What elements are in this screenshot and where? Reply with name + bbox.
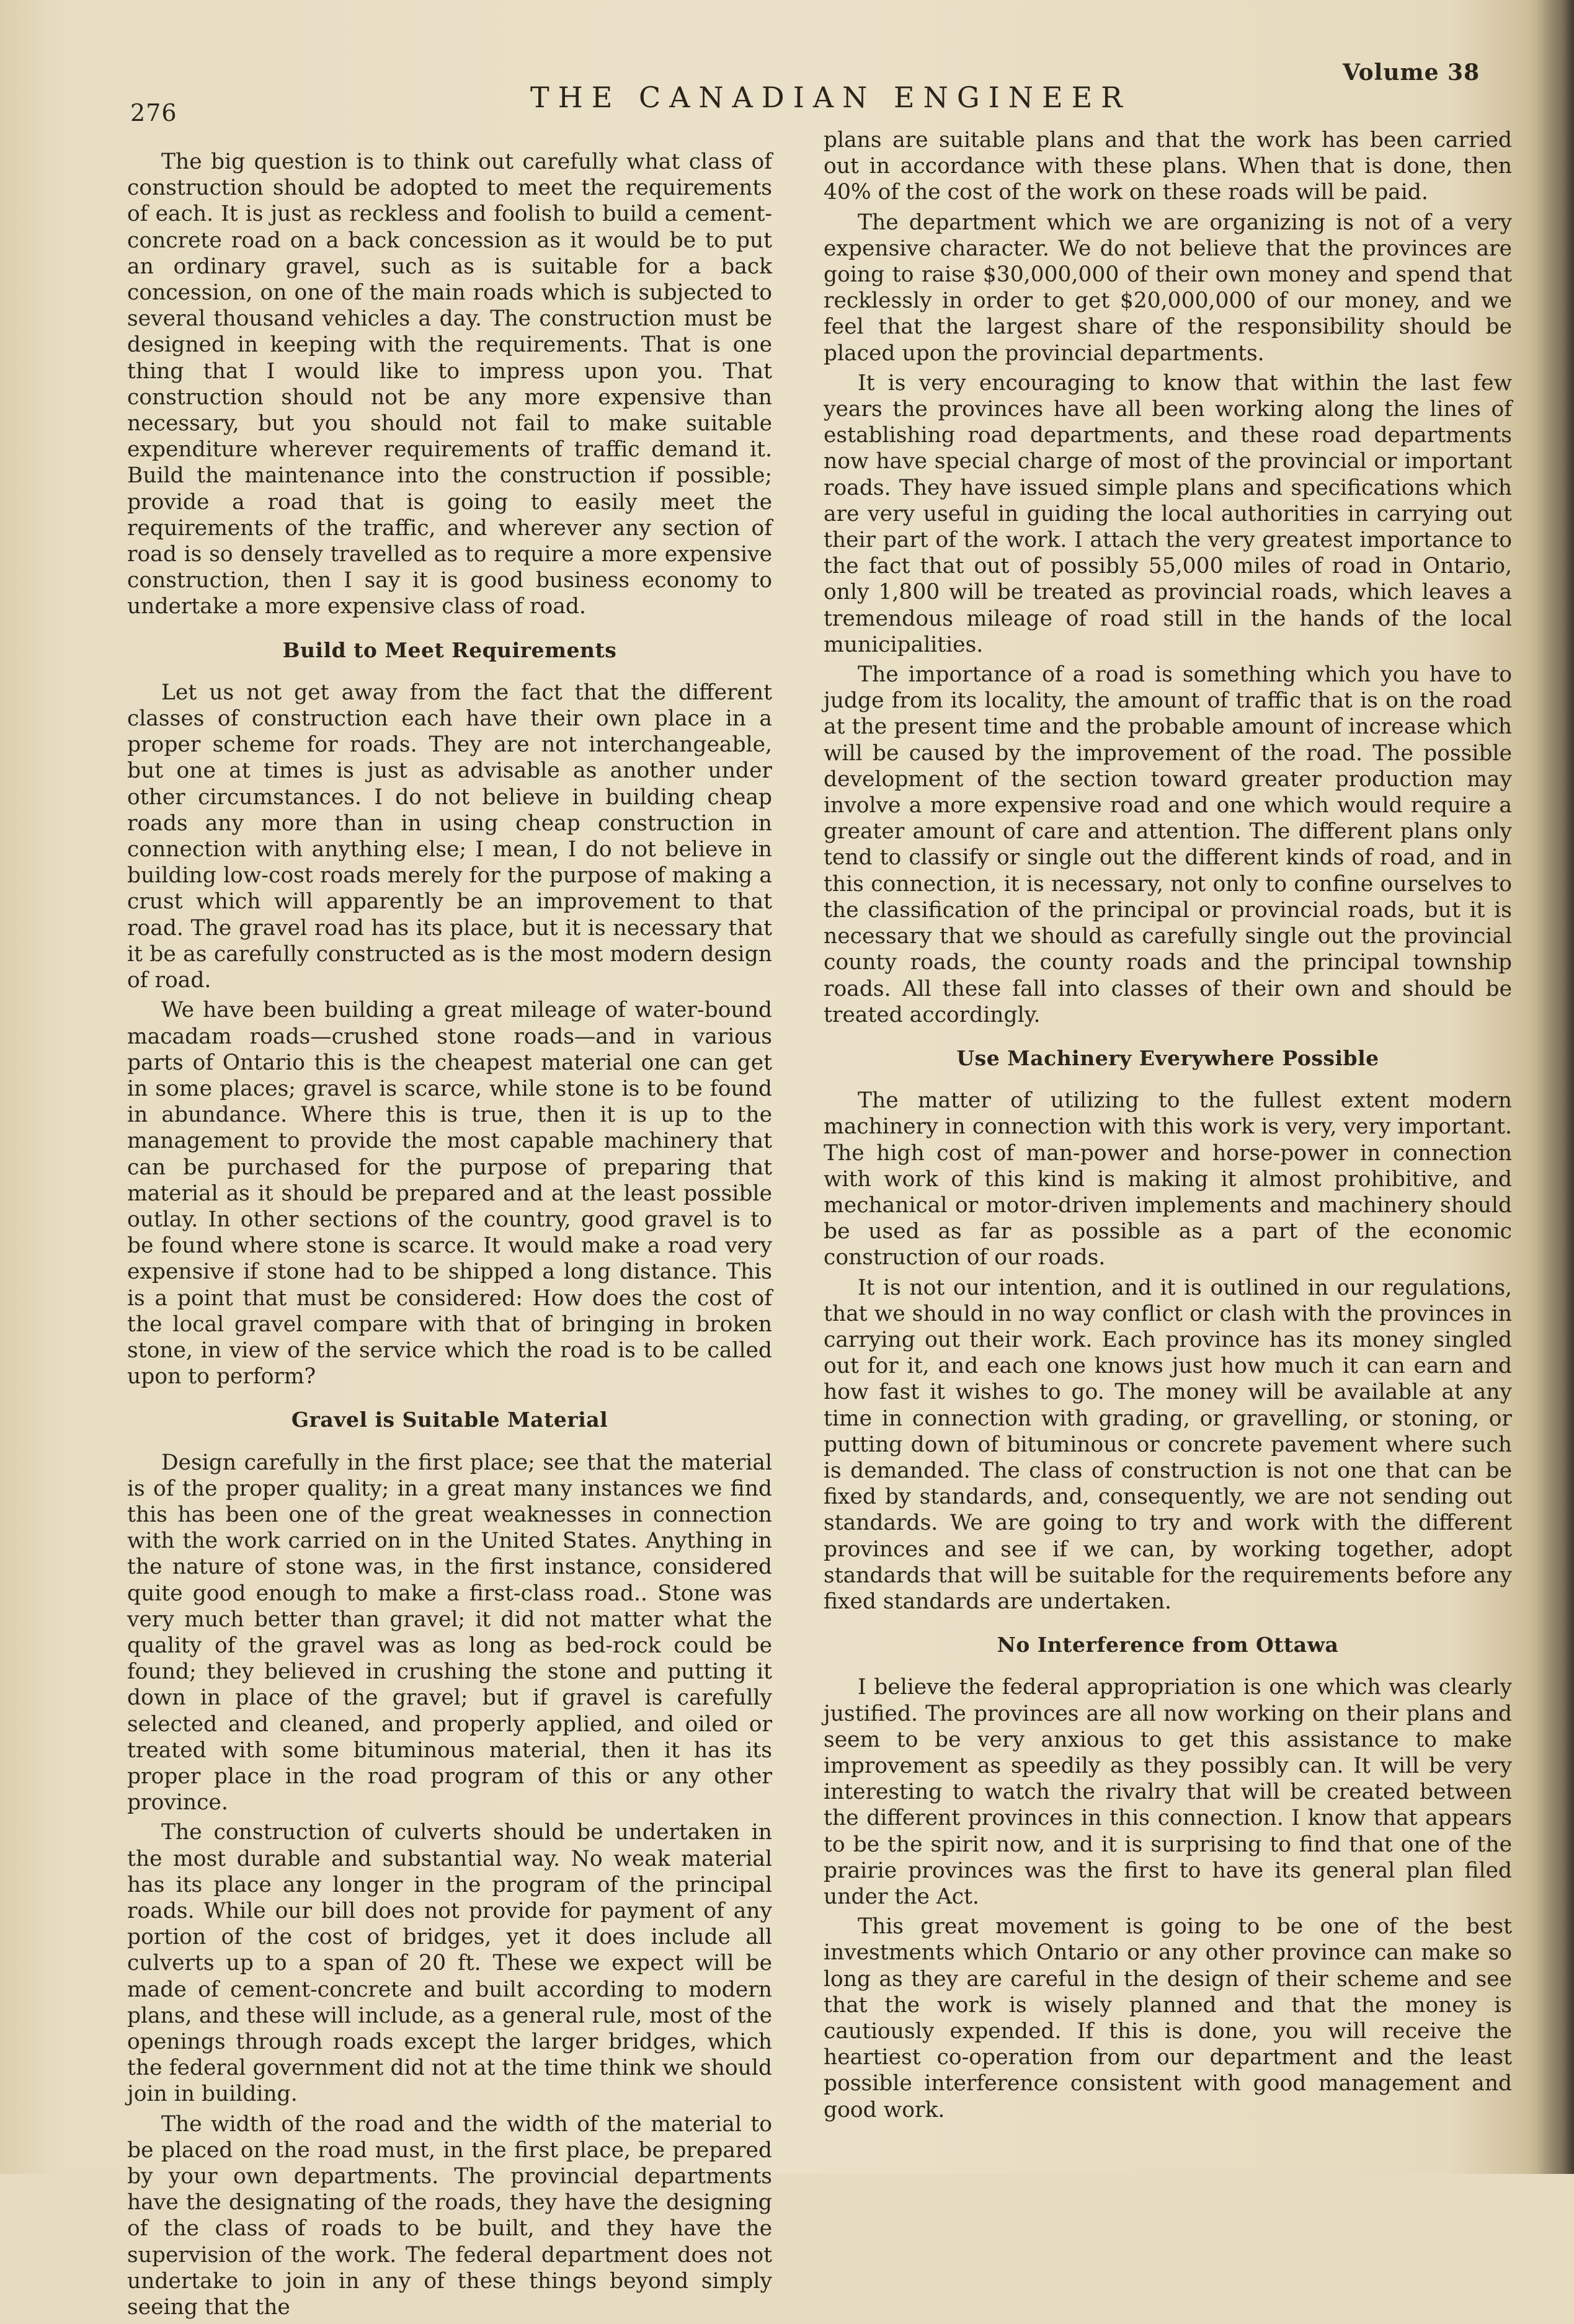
paragraph: The construction of culverts should be undertaken in the most durable and substantial way. No weak material has its place any longer in the program of the principal roads. While our bill does not provide for payment of any portion of the cost of bridges, yet it does include all culverts up to a span of 20 ft. These we expect will be made of cement-concrete and built according to modern plans, and these will include, as a general rule, most of the openings through roads except the larger bridges, which the federal government did not at the time think we should join in building. xyxy=(127,1820,772,2107)
paragraph: This great movement is going to be one of the best investments which Ontario or any other province can make so long as they are careful in the design of their scheme and see that the work is wisely planned and that the money is cautiously expended. If this is done, you will receive the heartiest co-operation from our department and the least possible interference consistent with good management and good work. xyxy=(824,1914,1512,2122)
journal-title: THE CANADIAN ENGINEER xyxy=(530,81,1131,114)
binding-shadow xyxy=(1537,0,1574,2174)
paragraph: The importance of a road is something which you have to judge from its locality, the amount of traffic that is on the road at the present time and the probable amount of increase which will be caused by the improvement of the road. The possible development of the section toward greater production may involve a more expensive road and one which would require a greater amount of care and attention. The different plans only tend to classify or single out the different kinds of road, and in this connection, it is necessary, not only to confine ourselves to the classification of the principal or provincial roads, but it is necessary that we should as carefully single out the provincial county roads, the county roads and the principal township roads. All these fall into classes of their own and should be treated accordingly. xyxy=(824,662,1512,1027)
paragraph: The matter of utilizing to the fullest extent modern machinery in connection with this work is very, very important. The high cost of man-power and horse-power in connection with work of this kind is making it almost prohibitive, and mechanical or motor-driven implements and machinery should be used as far as possible as a part of the economic construction of our roads. xyxy=(824,1088,1512,1271)
paragraph: The width of the road and the width of the material to be placed on the road must, in the first place, be prepared by your own departments. The provincial departments have the designating of the roads, they have the designing of the class of roads to be built, and they have the supervision of the work. The federal department does not undertake to join in any of these things beyond simply seeing that the xyxy=(127,2111,772,2320)
paragraph: Let us not get away from the fact that the different classes of construction each have their own place in a proper scheme for roads. They are not interchangeable, but one at times is just as advisable as another under other circumstances. I do not believe in building cheap roads any more than in using cheap construction in connection with anything else; I mean, I do not believe in building low-cost roads merely for the purpose of making a crust which will apparently be an improvement to that road. The gravel road has its place, but it is necessary that it be as carefully constructed as is the most modern design of road. xyxy=(127,680,772,993)
paragraph: It is not our intention, and it is outlined in our regulations, that we should in no way conflict or clash with the provinces in carrying out their work. Each province has its money singled out for it, and each one knows just how much it can earn and how fast it wishes to go. The money will be available at any time in connection with grading, or gravelling, or stoning, or putting down of bituminous or concrete pavement where such is demanded. The class of construction is not one that can be fixed by standards, and, consequently, we are not sending out standards. We are going to try and work with the different provinces and see if we can, by working together, adopt standards that will be suitable for the requirements before any fixed standards are undertaken. xyxy=(824,1275,1512,1614)
paragraph: The department which we are organizing is not of a very expensive character. We do not believe that the provinces are going to raise $30,000,000 of their own money and spend that recklessly in order to get $20,000,000 of our money, and we feel that the largest share of the responsibility should be placed upon the provincial departments. xyxy=(824,210,1512,366)
paragraph: Design carefully in the first place; see that the material is of the proper quality; in a great many instances we find this has been one of the great weaknesses in connection with the work carried on in the United States. Anything in the nature of stone was, in the first instance, considered quite good enough to make a first-class road.. Stone was very much better than gravel; it did not matter what the quality of the gravel was as long as bed-rock could be found; they believed in crushing the stone and putting it down in place of the gravel; but if gravel is carefully selected and cleaned, and properly applied, and oiled or treated with some bituminous material, then it has its proper place in the road program of this or any other province. xyxy=(127,1450,772,1816)
left-column xyxy=(127,149,772,2324)
page-header xyxy=(0,0,1574,143)
paragraph: We have been building a great mileage of water-bound macadam roads—crushed stone roads—and in various parts of Ontario this is the cheapest material one can get in some places; gravel is scarce, while stone is to be found in abundance. Where this is true, then it is up to the management to provide the most capable machinery that can be purchased for the purpose of preparing that material as it should be prepared and at the least possible outlay. In other sections of the country, good gravel is to be found where stone is scarce. It would make a road very expensive if stone had to be shipped a long distance. This is a point that must be considered: How does the cost of the local gravel compare with that of bringing in broken stone, in view of the service which the road is to be called upon to perform? xyxy=(127,998,772,1390)
page-number: 276 xyxy=(130,99,177,126)
volume-label: Volume 38 xyxy=(1343,60,1480,86)
section-heading: No Interference from Ottawa xyxy=(997,1633,1339,1657)
paragraph: The big question is to think out carefully what class of construction should be adopted to meet the requirements of each. It is just as reckless and foolish to build a cement-concrete road on a back concession as it would be to put an ordinary gravel, such as is suitable for a back concession, on one of the main roads which is subjected to several thousand vehicles a day. The construction must be designed in keeping with the requirements. That is one thing that I would like to impress upon you. That construction should not be any more expensive than necessary, but you should not fail to make suitable expenditure wherever requirements of traffic demand it. Build the maintenance into the construction if possible; provide a road that is going to easily meet the requirements of the traffic, and wherever any section of road is so densely travelled as to require a more expensive construction, then I say it is good business economy to undertake a more expensive class of road. xyxy=(127,149,772,619)
paragraph: plans are suitable plans and that the work has been carried out in accordance with these plans. When that is done, then 40% of the cost of the work on these roads will be paid. xyxy=(824,128,1512,205)
section-heading: Gravel is Suitable Material xyxy=(291,1408,608,1432)
paragraph: It is very encouraging to know that within the last few years the provinces have all been working along the lines of establishing road departments, and these road departments now have special charge of most of the provincial or important roads. They have issued simple plans and specifications which are very useful in guiding the local authorities in carrying out their part of the work. I attach the very greatest importance to the fact that out of possibly 55,000 miles of road in Ontario, only 1,800 will be treated as provincial roads, which leaves a tremendous mileage of road still in the hands of the local municipalities. xyxy=(824,370,1512,657)
section-heading: Use Machinery Everywhere Possible xyxy=(956,1045,1379,1070)
paragraph: I believe the federal appropriation is one which was clearly justified. The provinces are all now working on their plans and seem to be very anxious to get this assistance to make improvement as speedily as they possibly can. It will be very interesting to watch the rivalry that will be created between the different provinces in this connection. I know that appears to be the spirit now, and it is surprising to find that one of the prairie provinces was the first to have its general plan filed under the Act. xyxy=(824,1675,1512,1909)
section-heading: Build to Meet Requirements xyxy=(282,637,617,662)
right-column xyxy=(824,127,1512,2127)
